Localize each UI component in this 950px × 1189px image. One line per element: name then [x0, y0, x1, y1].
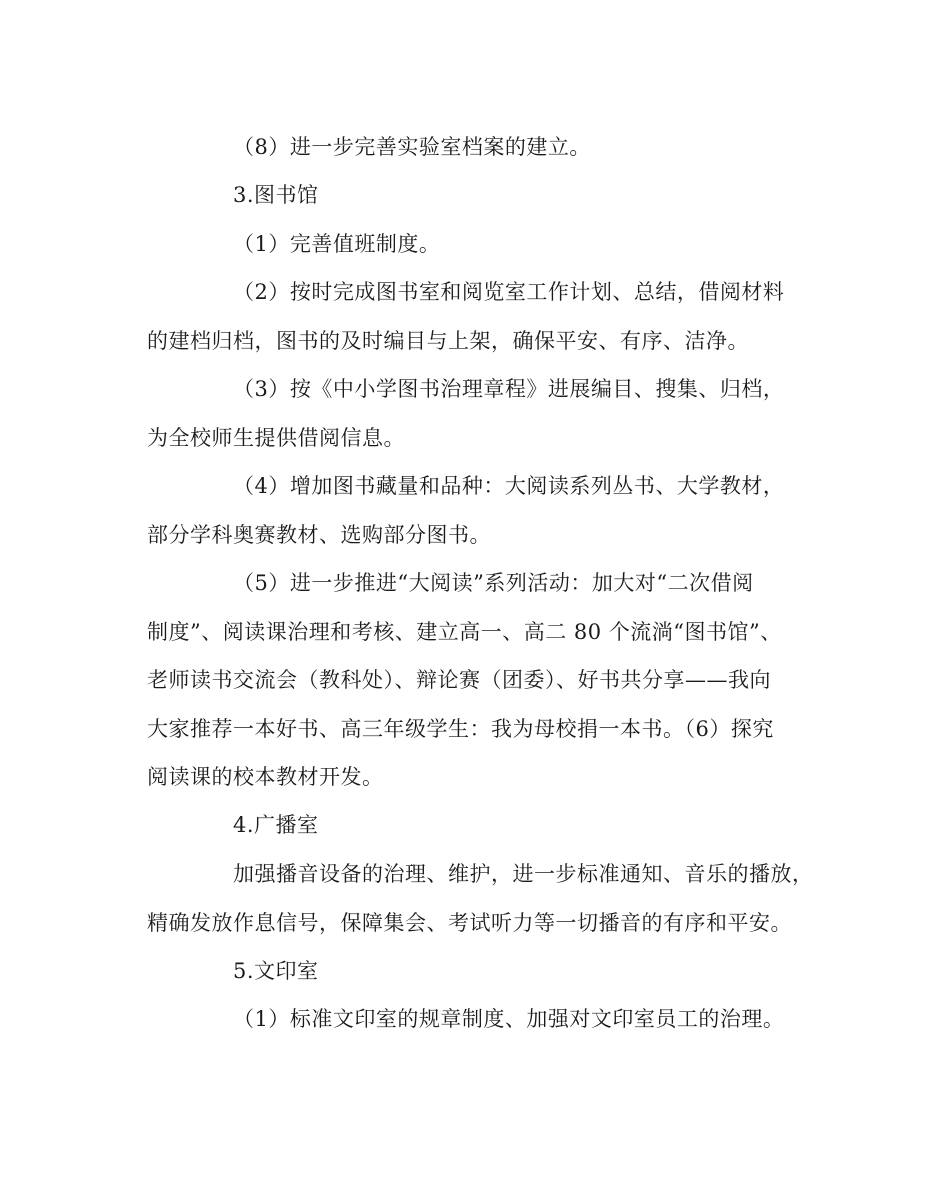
text-line: （1）标准文印室的规章制度、加强对文印室员工的治理。	[233, 1007, 785, 1031]
text-line: （4）增加图书藏量和品种：大阅读系列丛书、大学教材，	[233, 474, 785, 498]
paragraph-print-rules	[233, 995, 784, 1044]
text-line: 精确发放作息信号，保障集会、考试听力等一切播音的有序和平安。	[147, 910, 792, 935]
section-heading-library	[233, 171, 319, 220]
paragraph-cataloguing	[147, 365, 784, 462]
section-heading-broadcast	[233, 801, 319, 850]
text-line: 部分学科奥赛教材、选购部分图书。	[147, 522, 491, 547]
text-line: 5.文印室	[233, 959, 319, 983]
text-line: 阅读课的校本教材开发。	[147, 765, 384, 789]
section-heading-print-room	[233, 947, 319, 996]
text-line: 4.广播室	[233, 813, 319, 837]
text-line: （5）进一步推进“大阅读”系列活动：加大对“二次借阅	[233, 571, 754, 595]
paragraph-duty-system	[233, 220, 440, 269]
text-line: 制度”、阅读课治理和考核、建立高一、高二 80 个流淌“图书馆”、	[147, 619, 782, 644]
text-line: 为全校师生提供借阅信息。	[147, 425, 405, 450]
paragraph-broadcast-equipment	[147, 850, 814, 947]
text-line: 的建档归档，图书的及时编目与上架，确保平安、有序、洁净。	[147, 328, 749, 353]
paragraph-collection	[147, 462, 784, 559]
text-line: （8）进一步完善实验室档案的建立。	[233, 135, 591, 159]
text-line: （2）按时完成图书室和阅览室工作计划、总结，借阅材料	[233, 280, 785, 304]
text-line: （1）完善值班制度。	[233, 232, 441, 256]
paragraph-work-plan	[147, 268, 784, 365]
text-line: 加强播音设备的治理、维护，进一步标准通知、音乐的播放，	[233, 862, 814, 886]
text-line: 3.图书馆	[233, 183, 319, 207]
text-line: （3）按《中小学图书治理章程》进展编目、搜集、归档，	[233, 377, 785, 401]
paragraph-reading-activities	[147, 559, 782, 802]
paragraph-lab-archive	[233, 123, 591, 172]
text-line: 大家推荐一本好书、高三年级学生：我为母校捐一本书。（6）探究	[147, 716, 774, 741]
text-line: 老师读书交流会（教科处）、辩论赛（团委）、好书共分享——我向	[147, 668, 771, 692]
